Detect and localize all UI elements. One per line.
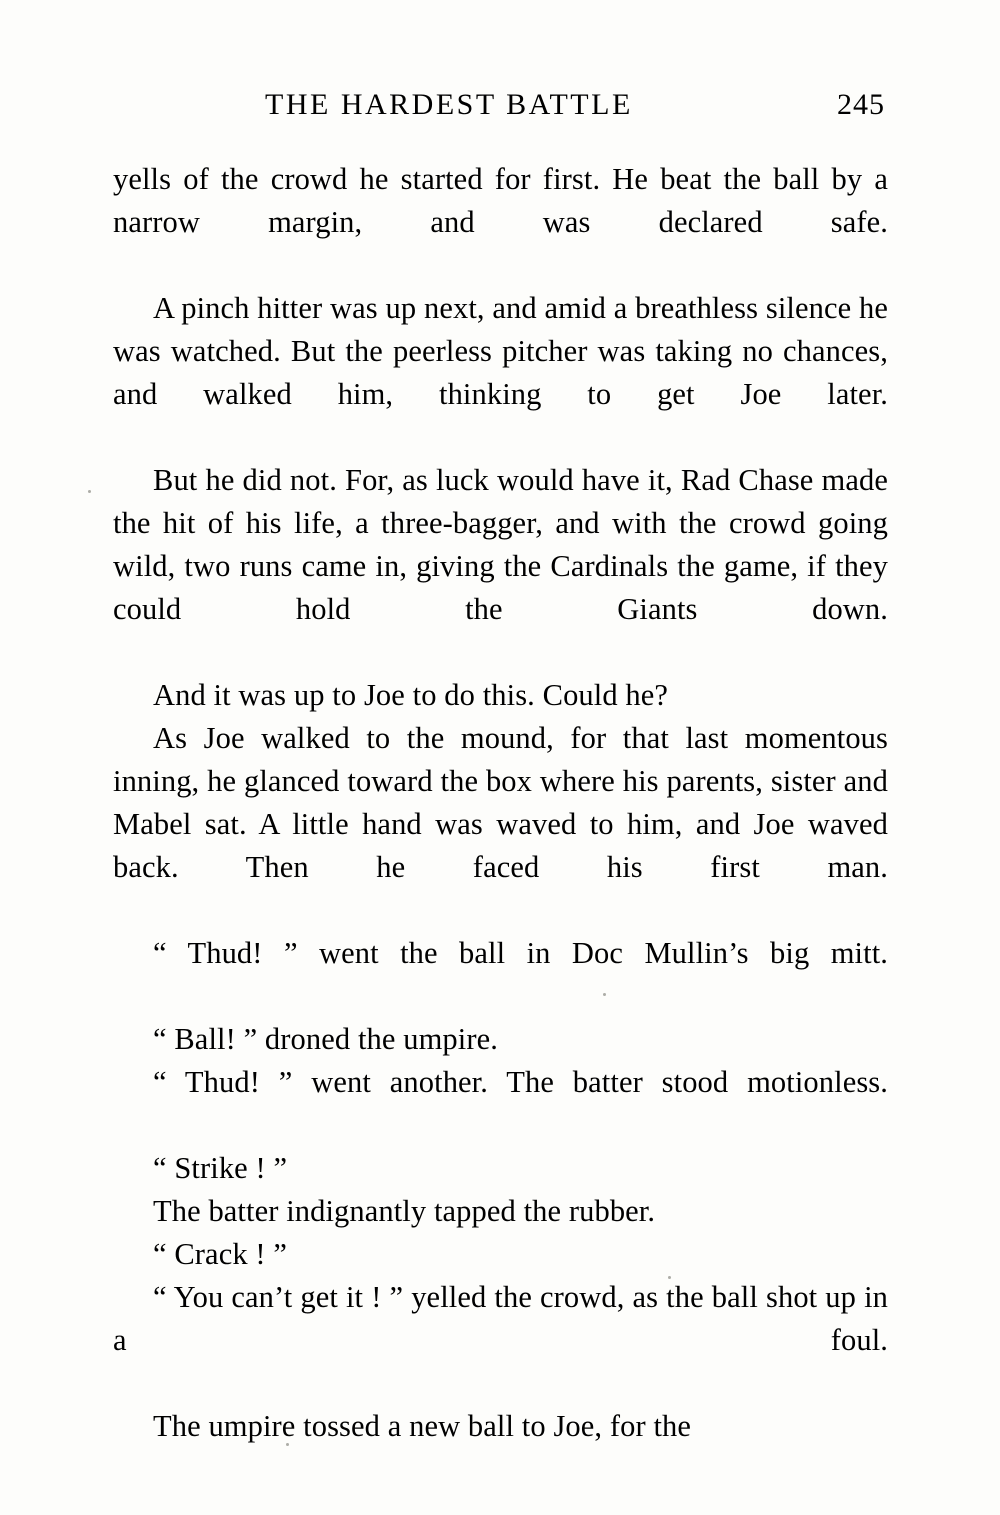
paper-speck — [286, 1443, 289, 1446]
paragraph: “ Thud! ” went another. The batter stood motionless. — [153, 1065, 888, 1099]
paragraph: yells of the crowd he started for first. He beat the ball by a narrow margin, and was declared safe. — [113, 162, 888, 239]
paper-speck — [603, 993, 606, 996]
paper-speck — [668, 1276, 671, 1279]
paragraph: And it was up to Joe to do this. Could he? — [153, 678, 669, 712]
running-head: THE HARDEST BATTLE — [265, 88, 633, 121]
paper-speck — [88, 490, 91, 493]
paragraph: “ You can’t get it ! ” yelled the crowd, as the ball shot up in a foul. — [113, 1280, 888, 1357]
page-header — [115, 88, 885, 122]
paragraph: As Joe walked to the mound, for that last momentous inning, he glanced toward the box where his parents, sister and Mabel sat. A little hand was waved to him, and Joe waved back. Then he faced his first man. — [113, 721, 888, 884]
paragraph: But he did not. For, as luck would have it, Rad Chase made the hit of his life, a three-bagger, and with the crowd going wild, two runs came in, giving the Cardinals the game, if they could hold the Giants down. — [113, 463, 888, 626]
paragraph: “ Strike ! ” — [153, 1151, 288, 1185]
page-number: 245 — [837, 88, 885, 121]
paragraph: “ Crack ! ” — [153, 1237, 288, 1271]
paragraph: The batter indignantly tapped the rubber. — [153, 1194, 656, 1228]
paragraph: “ Thud! ” went the ball in Doc Mullin’s big mitt. — [153, 936, 888, 970]
paragraph: “ Ball! ” droned the umpire. — [153, 1022, 498, 1056]
paragraph: A pinch hitter was up next, and amid a breathless silence he was watched. But the peerless pitcher was taking no chances, and walked him, thinking to get Joe later. — [113, 291, 888, 411]
page-body — [113, 158, 888, 1448]
paragraph: The umpire tossed a new ball to Joe, for the — [153, 1409, 692, 1443]
